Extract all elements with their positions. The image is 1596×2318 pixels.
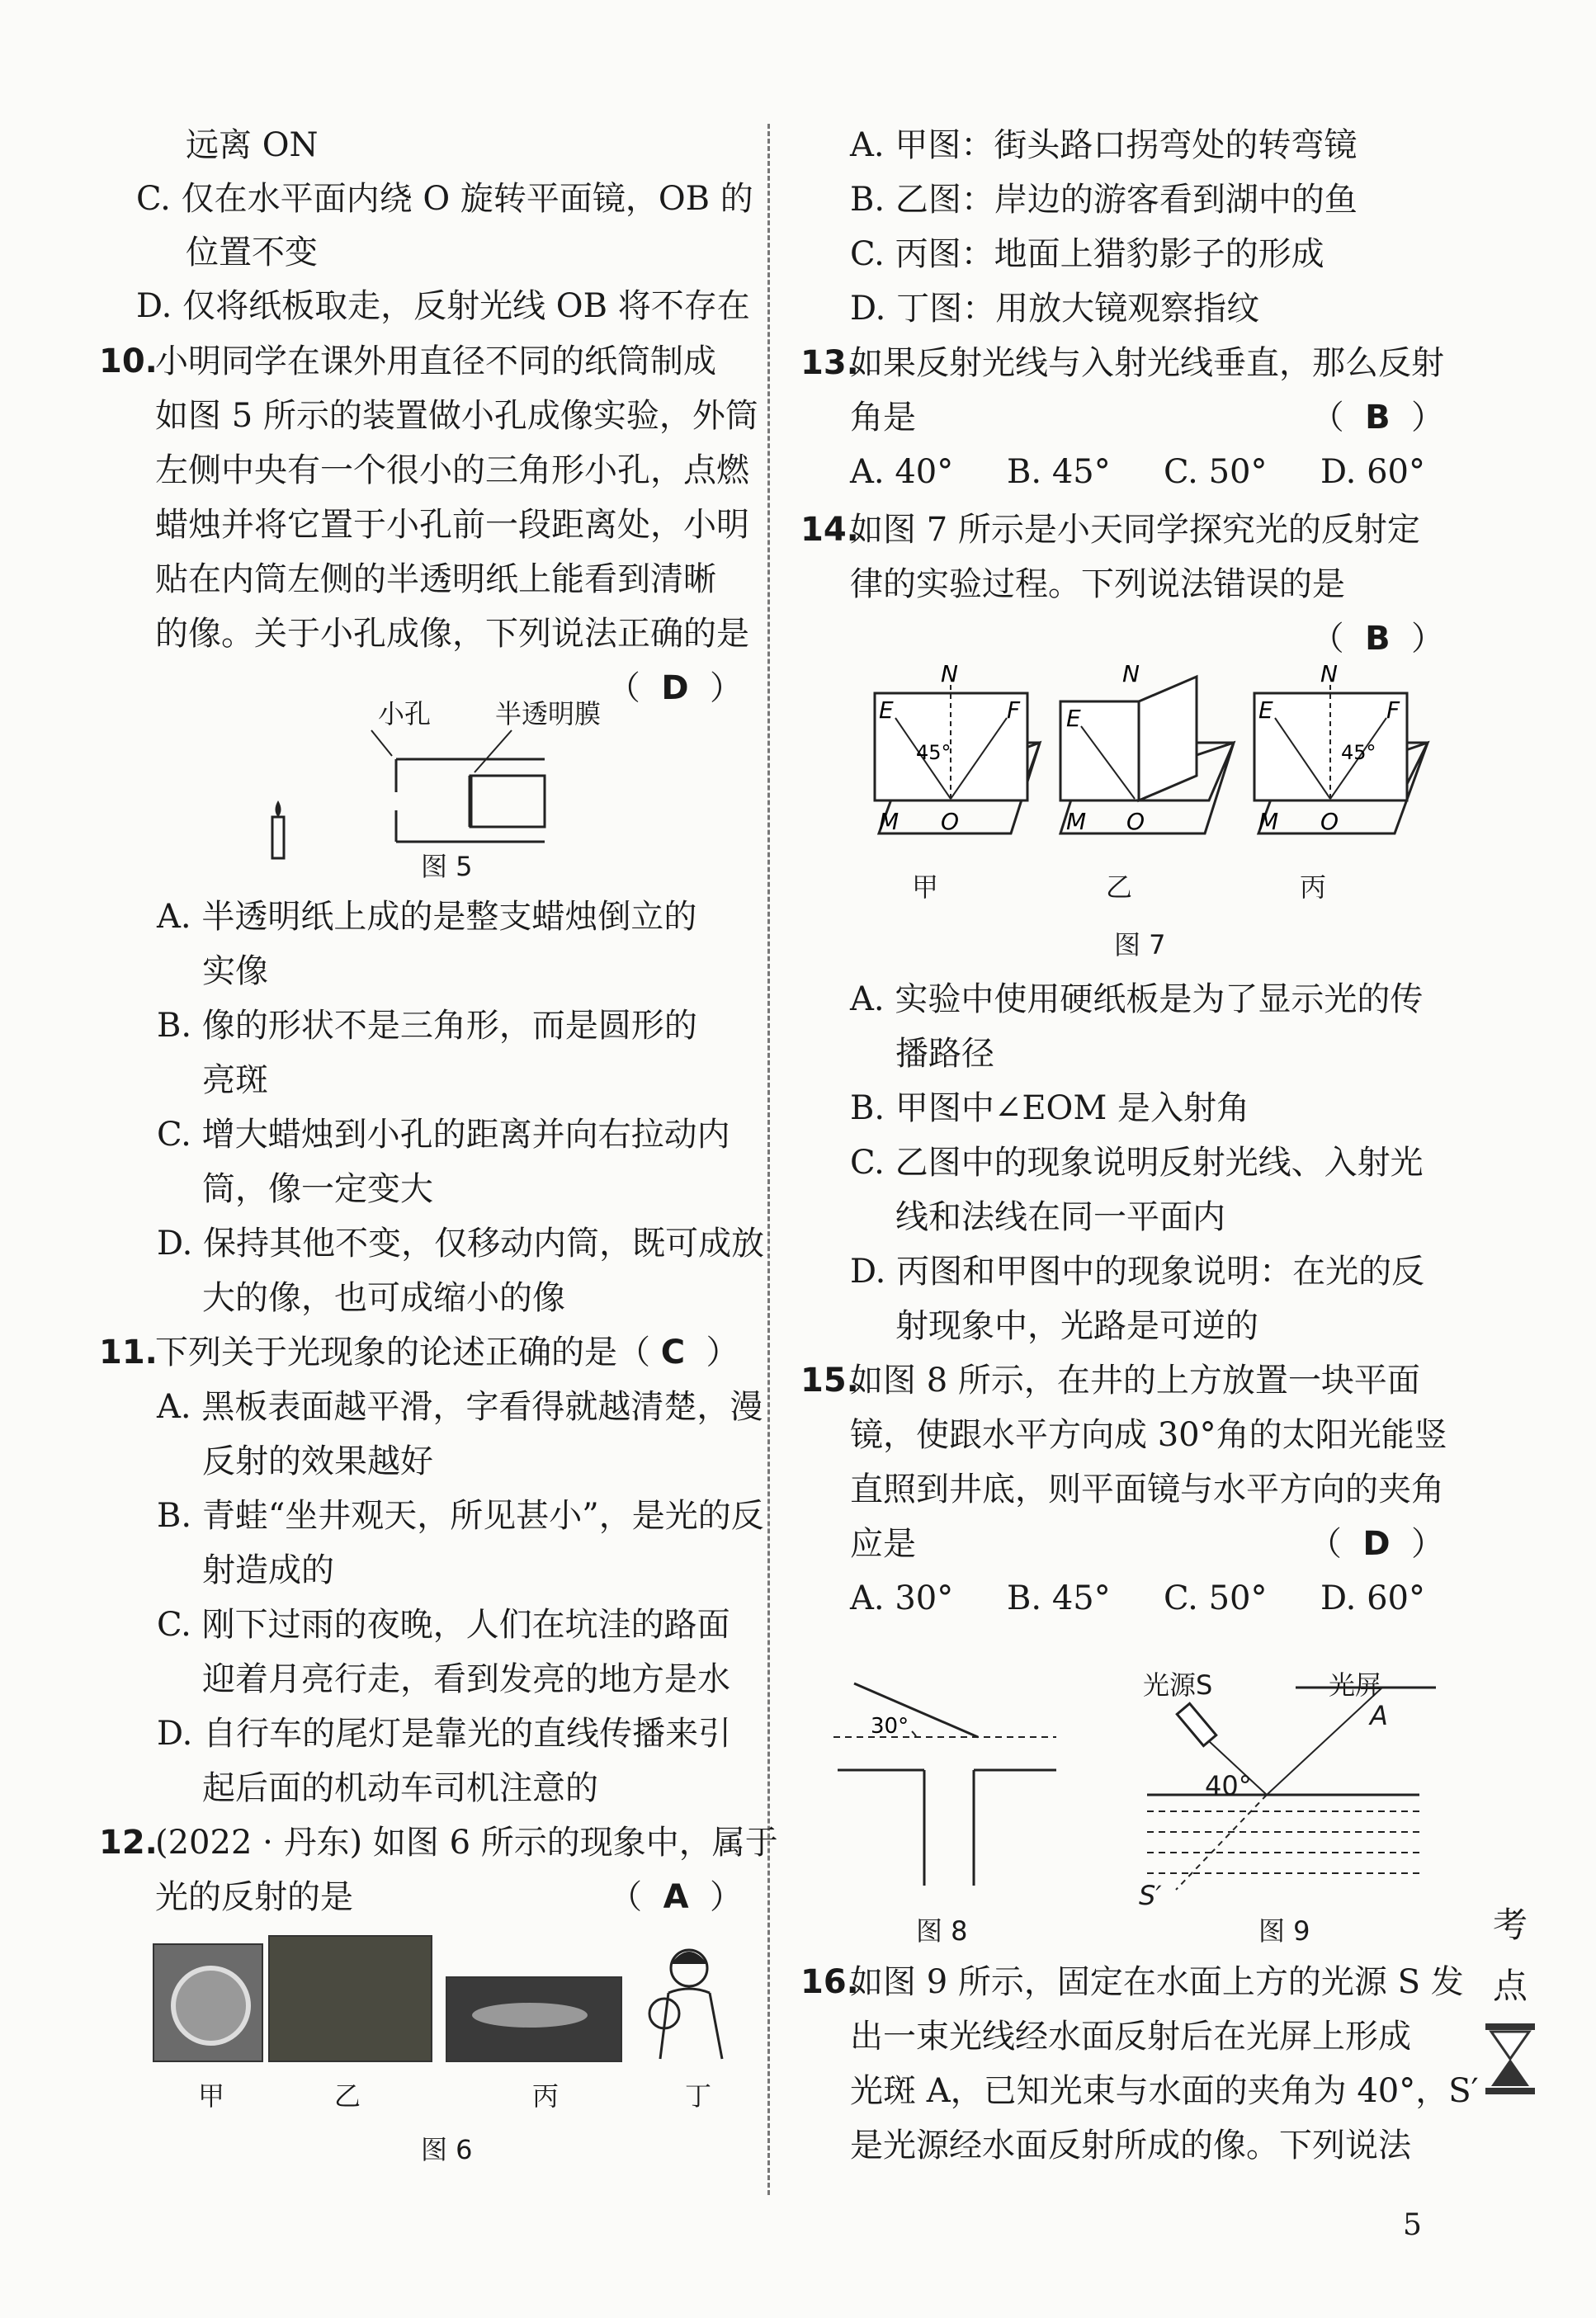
fig5-label-film: 半透明膜: [495, 698, 602, 729]
q14-option-a-line1: A. 实验中使用硬纸板是为了显示光的传: [850, 980, 1424, 1018]
fig9-light-source-icon: [1177, 1703, 1216, 1745]
q12-option-d: D. 丁图：用放大镜观察指纹: [850, 290, 1260, 328]
fig7-bing-N: N: [1320, 660, 1338, 687]
page-number: 5: [1403, 2208, 1422, 2242]
q14-option-c-line1: C. 乙图中的现象说明反射光线、入射光: [850, 1144, 1424, 1182]
q14-answer-paren: （ B ）: [1310, 620, 1444, 658]
hourglass-icon: [1483, 2022, 1537, 2096]
fig6-label-yi: 乙: [334, 2080, 361, 2112]
q10-number: 10.: [99, 342, 158, 380]
q13-answer: B: [1365, 399, 1391, 437]
q14-option-c-line2: 线和法线在同一平面内: [895, 1198, 1225, 1236]
q10-option-b-line2: 亮斑: [202, 1061, 268, 1099]
q13-number: 13.: [800, 344, 859, 382]
fig9-label-source: 光源S: [1143, 1669, 1213, 1701]
fig7-bing-E: E: [1258, 696, 1273, 724]
q10-option-d-line2: 大的像，也可成缩小的像: [202, 1279, 565, 1317]
q11-option-a-line2: 反射的效果越好: [202, 1442, 433, 1480]
q12-answer: A: [663, 1878, 689, 1916]
fig5-caption: 图 5: [421, 851, 473, 882]
q10-stem-line3: 左侧中央有一个很小的三角形小孔，点燃: [155, 451, 749, 489]
sidebar-kaodian: [1481, 1898, 1539, 2104]
fig7-yi-O: O: [1126, 808, 1145, 835]
q12-option-b: B. 乙图：岸边的游客看到湖中的鱼: [850, 181, 1358, 219]
q14-stem-line2: 律的实验过程。下列说法错误的是: [850, 565, 1345, 603]
q11-stem: 下列关于光现象的论述正确的是（ C ）: [155, 1334, 739, 1371]
fig7-yi-M: M: [1066, 808, 1087, 835]
q10-option-a-line2: 实像: [202, 952, 268, 990]
q16-stem-line4: 是光源经水面反射所成的像。下列说法: [850, 2127, 1411, 2165]
q11-option-b-line2: 射造成的: [202, 1551, 334, 1589]
q15-answer: D: [1362, 1525, 1391, 1563]
fig7-jia-angle: 45°: [916, 741, 951, 764]
fig7-caption: 图 7: [1114, 929, 1166, 961]
q11-option-c-line1: C. 刚下过雨的夜晚，人们在坑洼的路面: [157, 1606, 730, 1644]
q11-answer: C: [660, 1334, 686, 1371]
q10-stem-line1: 小明同学在课外用直径不同的纸筒制成: [155, 342, 716, 380]
q14-number: 14.: [800, 511, 859, 549]
fig5-label-hole: 小孔: [378, 698, 432, 729]
q15-stem-line1: 如图 8 所示，在井的上方放置一块平面: [850, 1362, 1420, 1400]
fig7-jia-E: E: [879, 696, 894, 724]
fig9-label-angle: 40°: [1205, 1770, 1252, 1801]
fig7-jia-F: F: [1007, 696, 1021, 724]
fig7-yi-E: E: [1066, 705, 1081, 732]
q12-answer-paren: （ A ）: [609, 1878, 743, 1916]
fig6-drawing-ding: [644, 1935, 734, 2063]
q13-choice-d: D. 60°: [1320, 453, 1425, 491]
q11-option-a-line1: A. 黑板表面越平滑，字看得就越清楚，漫: [157, 1388, 763, 1426]
q13-choice-a: A. 40°: [850, 453, 954, 491]
q10-option-b-line1: B. 像的形状不是三角形，而是圆形的: [157, 1007, 697, 1045]
fig7-label-yi: 乙: [1106, 871, 1133, 903]
fig6-label-jia: 甲: [198, 2080, 225, 2112]
q10-option-c-line1: C. 增大蜡烛到小孔的距离并向右拉动内: [157, 1116, 730, 1154]
fig8-caption: 图 8: [916, 1915, 968, 1947]
q15-stem-line3: 直照到井底，则平面镜与水平方向的夹角: [850, 1471, 1444, 1508]
fig7-bing-M: M: [1258, 808, 1279, 835]
fig7-bing-F: F: [1386, 696, 1400, 724]
q15-choice-c: C. 50°: [1164, 1579, 1268, 1617]
fig6-caption: 图 6: [421, 2134, 473, 2165]
q10-option-c-line2: 筒，像一定变大: [202, 1170, 433, 1208]
q14-answer: B: [1365, 620, 1391, 658]
q10-answer-paren: （ D ）: [607, 669, 743, 707]
q10-stem-line6: 的像。关于小孔成像，下列说法正确的是: [155, 615, 749, 653]
q9-continuation: 远离 ON: [186, 126, 319, 164]
q15-stem-line2: 镜，使跟水平方向成 30°角的太阳光能竖: [850, 1416, 1447, 1454]
fig6-photo-bing: [446, 1976, 622, 2062]
q15-choice-d: D. 60°: [1320, 1579, 1425, 1617]
fig7-label-jia: 甲: [912, 871, 939, 903]
candle-flame-icon: [276, 800, 281, 817]
column-divider: [767, 124, 770, 2195]
fig7-yi-N: N: [1122, 660, 1140, 687]
q14-option-d-line1: D. 丙图和甲图中的现象说明：在光的反: [850, 1253, 1425, 1291]
q10-stem-line2: 如图 5 所示的装置做小孔成像实验，外筒: [155, 397, 758, 435]
fig6-photo-jia: [153, 1943, 263, 2062]
q13-choice-b: B. 45°: [1007, 453, 1111, 491]
q16-stem-line1: 如图 9 所示，固定在水面上方的光源 S 发: [850, 1963, 1464, 2001]
q13-choice-c: C. 50°: [1164, 453, 1268, 491]
q11-option-d-line1: D. 自行车的尾灯是靠光的直线传播来引: [157, 1715, 732, 1753]
q14-option-d-line2: 射现象中，光路是可逆的: [895, 1307, 1258, 1345]
q13-stem-line1: 如果反射光线与入射光线垂直，那么反射: [850, 344, 1444, 382]
fig9-label-screen: 光屏: [1329, 1669, 1382, 1701]
sidebar-char-1: 考: [1492, 1905, 1528, 1945]
q15-stem-line4: 应是: [850, 1525, 916, 1563]
q16-stem-line2: 出一束光线经水面反射后在光屏上形成: [850, 2018, 1411, 2056]
fig9-caption: 图 9: [1258, 1915, 1310, 1947]
q13-stem-line2: 角是: [850, 399, 916, 437]
figure-9: [1131, 1671, 1444, 1894]
q9-option-c-line1: C. 仅在水平面内绕 O 旋转平面镜，OB 的: [136, 180, 753, 218]
fig7-label-bing: 丙: [1300, 871, 1327, 903]
q12-number: 12.: [99, 1824, 158, 1862]
q10-option-a-line1: A. 半透明纸上成的是整支蜡烛倒立的: [157, 898, 697, 936]
fig6-label-ding: 丁: [685, 2080, 712, 2112]
fig7-jia-M: M: [879, 808, 900, 835]
fig7-bing-angle: 45°: [1341, 741, 1376, 764]
fig7-jia-O: O: [941, 808, 960, 835]
q11-number: 11.: [99, 1334, 158, 1371]
q12-stem-line2: 光的反射的是: [155, 1878, 353, 1916]
q13-answer-paren: （ B ）: [1310, 399, 1444, 437]
q12-option-a: A. 甲图：街头路口拐弯处的转弯镜: [850, 126, 1358, 164]
q10-answer: D: [661, 669, 689, 707]
fig6-label-bing: 丙: [532, 2080, 560, 2112]
q11-option-d-line2: 起后面的机动车司机注意的: [202, 1769, 598, 1807]
q11-option-b-line1: B. 青蛙“坐井观天，所见甚小”，是光的反: [157, 1497, 764, 1535]
fig8-angle-label: 30°: [871, 1714, 909, 1739]
q15-choice-b: B. 45°: [1007, 1579, 1111, 1617]
fig7-panel-jia: [875, 660, 1040, 835]
figure-5: [264, 726, 561, 891]
fig7-bing-O: O: [1320, 808, 1339, 835]
q10-stem-line4: 蜡烛并将它置于小孔前一段距离处，小明: [155, 506, 749, 544]
fig7-jia-N: N: [941, 660, 958, 687]
q16-stem-line3: 光斑 A，已知光束与水面的夹角为 40°，S′: [850, 2072, 1479, 2110]
candle-icon: [272, 817, 284, 858]
q15-choice-a: A. 30°: [850, 1579, 954, 1617]
q9-option-c-line2: 位置不变: [186, 234, 318, 271]
q10-option-d-line1: D. 保持其他不变，仅移动内筒，既可成放: [157, 1225, 765, 1263]
fig9-label-a: A: [1370, 1700, 1388, 1731]
figure-8: [833, 1671, 1081, 1886]
fig9-label-image: S′: [1139, 1880, 1162, 1911]
fig6-photo-yi: [268, 1935, 432, 2062]
sidebar-char-2: 点: [1492, 1966, 1528, 2006]
q12-stem-line1: (2022 · 丹东) 如图 6 所示的现象中，属于: [155, 1824, 778, 1862]
q12-option-c: C. 丙图：地面上猎豹影子的形成: [850, 235, 1324, 273]
q9-option-d: D. 仅将纸板取走，反射光线 OB 将不存在: [136, 287, 750, 325]
q16-number: 16.: [800, 1963, 859, 2001]
q15-answer-paren: （ D ）: [1308, 1525, 1444, 1563]
q10-stem-line5: 贴在内筒左侧的半透明纸上能看到清晰: [155, 560, 716, 598]
q14-option-a-line2: 播路径: [895, 1035, 994, 1073]
figure-7: [850, 660, 1461, 866]
fig7-panel-bing: [1254, 660, 1428, 835]
q15-number: 15.: [800, 1362, 859, 1400]
q14-stem-line1: 如图 7 所示是小天同学探究光的反射定: [850, 511, 1420, 549]
q14-option-b: B. 甲图中∠EOM 是入射角: [850, 1089, 1250, 1127]
fig7-panel-yi: [1060, 660, 1234, 835]
q11-option-c-line2: 迎着月亮行走，看到发亮的地方是水: [202, 1660, 730, 1698]
